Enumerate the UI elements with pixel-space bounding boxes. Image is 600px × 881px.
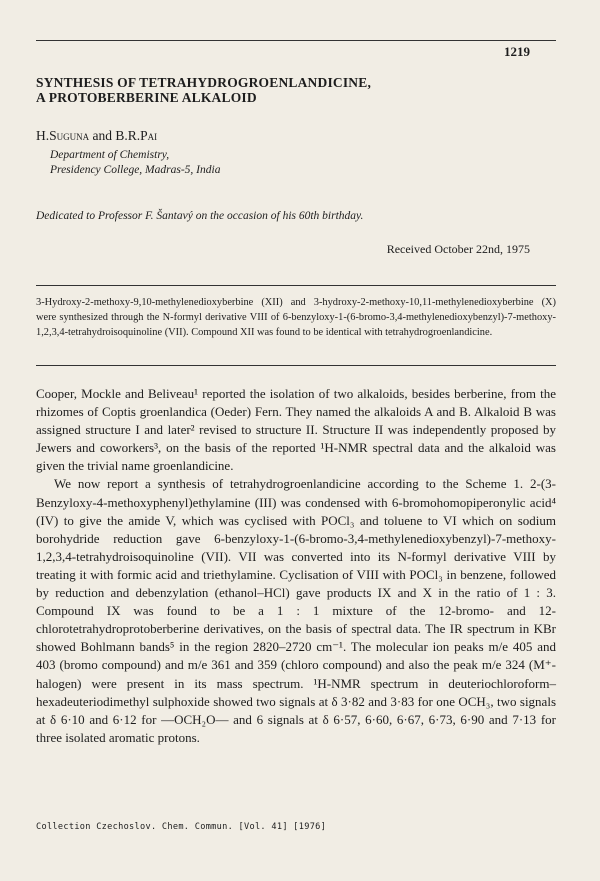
- paragraph-1: Cooper, Mockle and Beliveau¹ reported the isolation of two alkaloids, besides berberine, from the rhizomes of Coptis groenlandica (Oeder) Fern. They named the alkaloids A and B. Alkaloid B was assigned structure I and later² revised to structure II. Structure II was independently proposed by Jewers and coworkers³, on the basis of the reported ¹H-NMR spectral data and the alkaloid was given the trivial name groenlandicine.: [36, 386, 556, 474]
- paragraph-2: We now report a synthesis of tetrahydrogroenlandicine according to the Scheme 1. 2-(3-Benzyloxy-4-methoxyphenyl)ethylamine (III) was condensed with 6-bromohomopiperonylic acid⁴ (IV) to give the amide V, which was cyclised with POCl₃ and toluene to VI which on sodium borohydride reduction gave 6-benzyloxy-1-(6-bromo-3,4-methylenedioxybenzyl)-7-methoxy-1,2,3,4-tetrahydroisoquinoline (VII). VII was converted into its N-formyl derivative VIII by treating it with formic acid and triethylamine. Cyclisation of VIII with POCl₃ in benzene, followed by reduction and debenzylation (ethanol–HCl) gave products IX and X in the ratio of 1 : 3. Compound IX was found to be a 1 : 1 mixture of the 12-bromo- and 12-chlorotetrahydroprotoberberine derivatives, on the basis of spectral data. The IR spectrum in KBr showed Bohlmann bands⁵ in the region 2820–2720 cm⁻¹. The molecular ion peaks m/e 405 and 403 (bromo compound) and m/e 361 and 359 (chloro compound) and also the peak m/e 324 (M⁺-halogen) were present in its mass spectrum. ¹H-NMR spectrum in deuteriochloroform–hexadeuteriodimethyl sulphoxide showed two signals at δ 3·82 and 3·83 for one OCH₃, two signals at δ 6·10 and 6·12 for —OCH₂O— and 6 signals at δ 6·57, 6·60, 6·67, 6·73, 6·90 and 7·13 for three isolated aromatic protons.: [36, 476, 556, 745]
- affiliation-line-1: Department of Chemistry,: [50, 149, 170, 161]
- affiliation: [50, 148, 220, 178]
- article-title: [36, 75, 546, 105]
- article-body: [36, 385, 556, 747]
- author-2: B.R.Pai: [115, 128, 158, 143]
- affiliation-line-2: Presidency College, Madras-5, India: [50, 164, 221, 176]
- abstract-top-rule: [36, 285, 556, 286]
- top-rule: [36, 40, 556, 41]
- title-line-2: A PROTOBERBERINE ALKALOID: [36, 90, 257, 105]
- author-1: H.Suguna: [36, 128, 90, 143]
- dedication: Dedicated to Professor F. Šantavý on the occasion of his 60th birthday.: [36, 210, 364, 222]
- received-date: Received October 22nd, 1975: [386, 242, 530, 256]
- abstract-bottom-rule: [36, 365, 556, 366]
- page-number: 1219: [504, 44, 530, 59]
- authors: [36, 128, 157, 144]
- journal-footer: Collection Czechoslov. Chem. Commun. [Vol. 41] [1976]: [36, 822, 327, 832]
- abstract: 3-Hydroxy-2-methoxy-9,10-methylenedioxyberbine (XII) and 3-hydroxy-2-methoxy-10,11-methylenedioxyberbine (X) were synthesized through the N-formyl derivative VIII of 6-benzyloxy-1-(6-bromo-3,4-methylenedioxybenzyl)-7-methoxy-1,2,3,4-tetrahydroisoquinoline (VII). Compound XII was found to be identical with tetrahydrogroenlandicine.: [36, 297, 556, 338]
- title-line-1: SYNTHESIS OF TETRAHYDROGROENLANDICINE,: [36, 75, 372, 90]
- author-joiner: and: [89, 128, 116, 143]
